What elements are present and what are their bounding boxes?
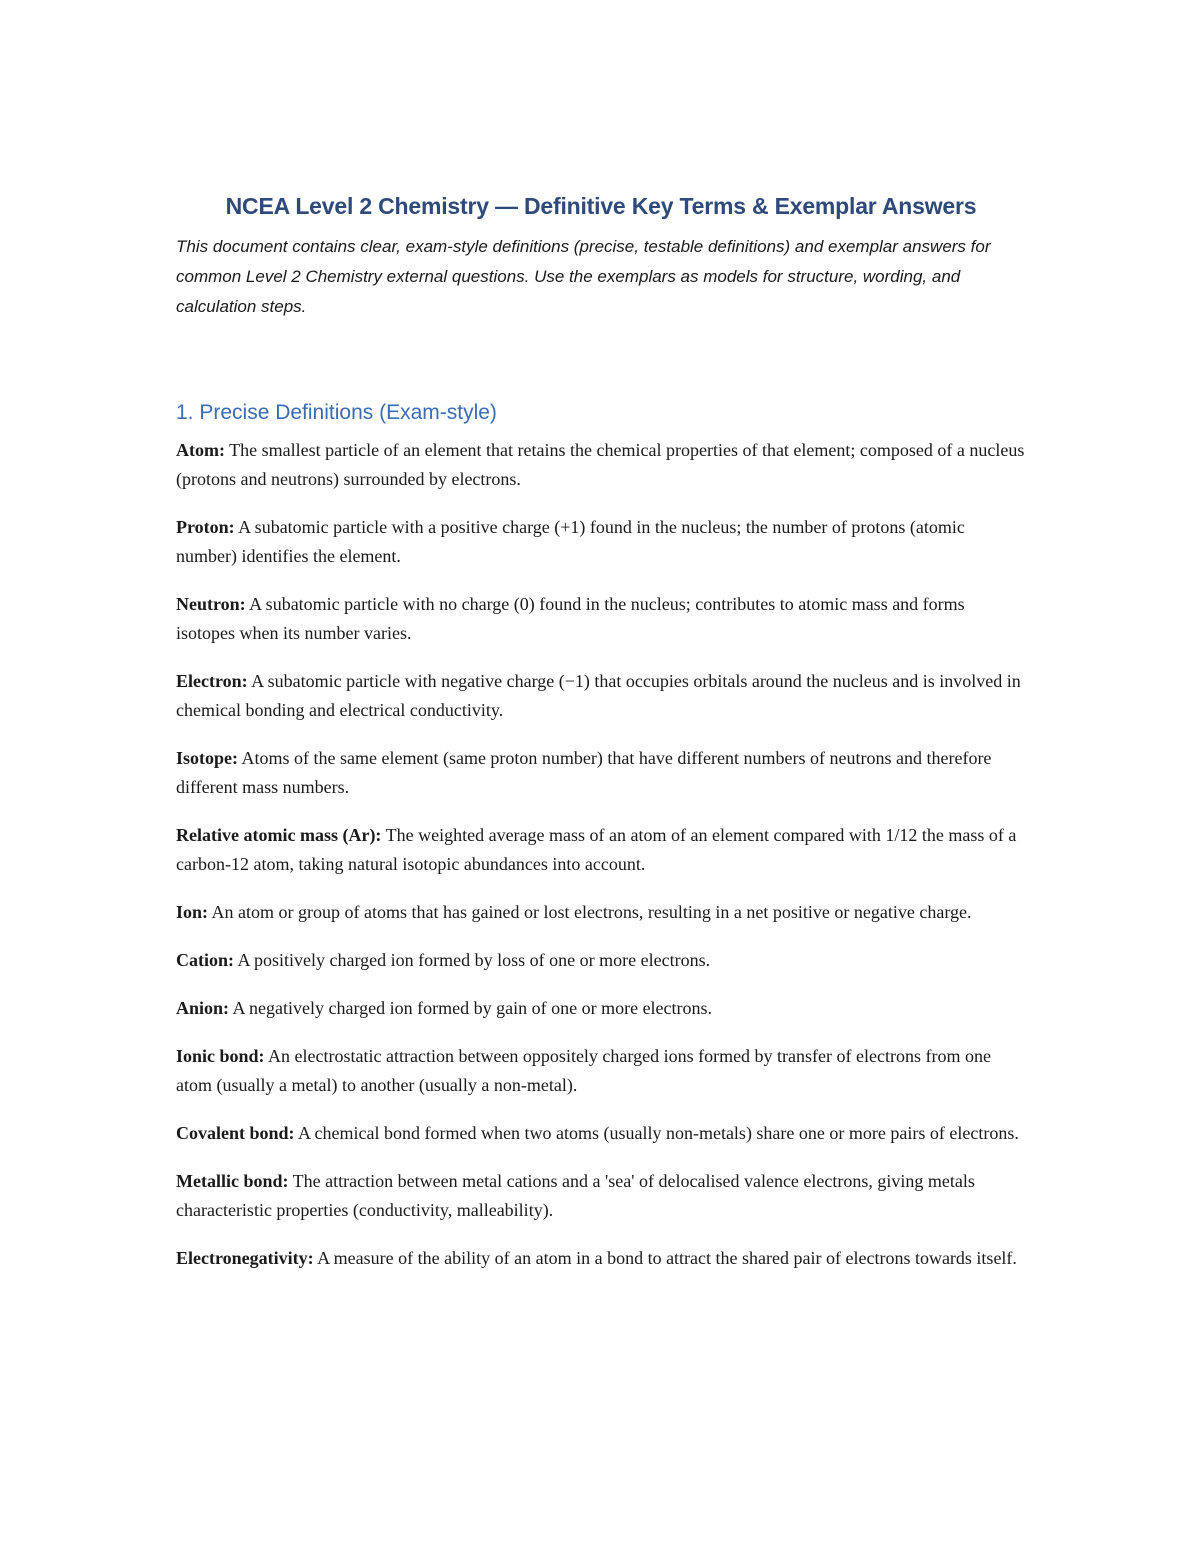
definition-text: A negatively charged ion formed by gain of one or more electrons. [229, 998, 713, 1018]
section-heading-definitions: 1. Precise Definitions (Exam-style) [176, 401, 497, 424]
document-title: NCEA Level 2 Chemistry — Definitive Key Terms & Exemplar Answers [225, 193, 977, 219]
definition-term: Cation: [176, 950, 234, 970]
definition-term: Covalent bond: [176, 1123, 295, 1143]
definition-isotope [176, 744, 1026, 802]
definition-term: Ionic bond: [176, 1046, 265, 1066]
definition-term: Metallic bond: [176, 1171, 289, 1191]
definition-text: The weighted average mass of an atom of an element compared with 1/12 the mass of a carbon-12 atom, taking natural isotopic abundances into account. [176, 825, 1017, 874]
definition-term: Isotope: [176, 748, 238, 768]
definition-text: A measure of the ability of an atom in a bond to attract the shared pair of electrons towards itself. [313, 1248, 1017, 1268]
definition-ion [176, 898, 1026, 927]
definition-text: A subatomic particle with a positive charge (+1) found in the nucleus; the number of protons (atomic number) identifies the element. [176, 517, 965, 566]
definition-term: Neutron: [176, 594, 246, 614]
definition-electronegativity [176, 1244, 1026, 1273]
definition-metallic-bond [176, 1167, 1026, 1225]
definition-term: Proton: [176, 517, 235, 537]
definition-text: A subatomic particle with negative charge (−1) that occupies orbitals around the nucleus and is involved in chemical bonding and electrical conductivity. [176, 671, 1021, 720]
document-intro: This document contains clear, exam-style definitions (precise, testable definitions) and exemplar answers for common Level 2 Chemistry external questions. Use the exemplars as models for structure, wording, and calculation steps. [176, 237, 991, 316]
definitions-list [176, 436, 1026, 1273]
definition-term: Anion: [176, 998, 230, 1018]
definition-ionic-bond [176, 1042, 1026, 1100]
definition-text: The smallest particle of an element that retains the chemical properties of that element; composed of a nucleus (protons and neutrons) surrounded by electrons. [176, 440, 1025, 489]
definition-term: Atom: [176, 440, 225, 460]
definition-term: Relative atomic mass (Ar): [176, 825, 382, 845]
definition-text: An electrostatic attraction between oppositely charged ions formed by transfer of electrons from one atom (usually a metal) to another (usually a non-metal). [176, 1046, 991, 1095]
definition-covalent-bond [176, 1119, 1026, 1148]
definition-anion [176, 994, 1026, 1023]
definition-text: Atoms of the same element (same proton number) that have different numbers of neutrons and therefore different mass numbers. [176, 748, 992, 797]
document-page [176, 188, 1026, 1292]
definition-relative-atomic-mass [176, 821, 1026, 879]
definition-term: Electronegativity: [176, 1248, 314, 1268]
definition-proton [176, 513, 1026, 571]
definition-term: Ion: [176, 902, 209, 922]
definition-text: A positively charged ion formed by loss of one or more electrons. [234, 950, 711, 970]
definition-text: An atom or group of atoms that has gained or lost electrons, resulting in a net positive or negative charge. [208, 902, 972, 922]
definition-atom [176, 436, 1026, 494]
definition-neutron [176, 590, 1026, 648]
definition-electron [176, 667, 1026, 725]
definition-cation [176, 946, 1026, 975]
definition-text: A subatomic particle with no charge (0) found in the nucleus; contributes to atomic mass and forms isotopes when its number varies. [176, 594, 965, 643]
definition-text: A chemical bond formed when two atoms (usually non-metals) share one or more pairs of electrons. [294, 1123, 1019, 1143]
definition-term: Electron: [176, 671, 248, 691]
definition-text: The attraction between metal cations and a 'sea' of delocalised valence electrons, giving metals characteristic properties (conductivity, malleability). [176, 1171, 975, 1220]
